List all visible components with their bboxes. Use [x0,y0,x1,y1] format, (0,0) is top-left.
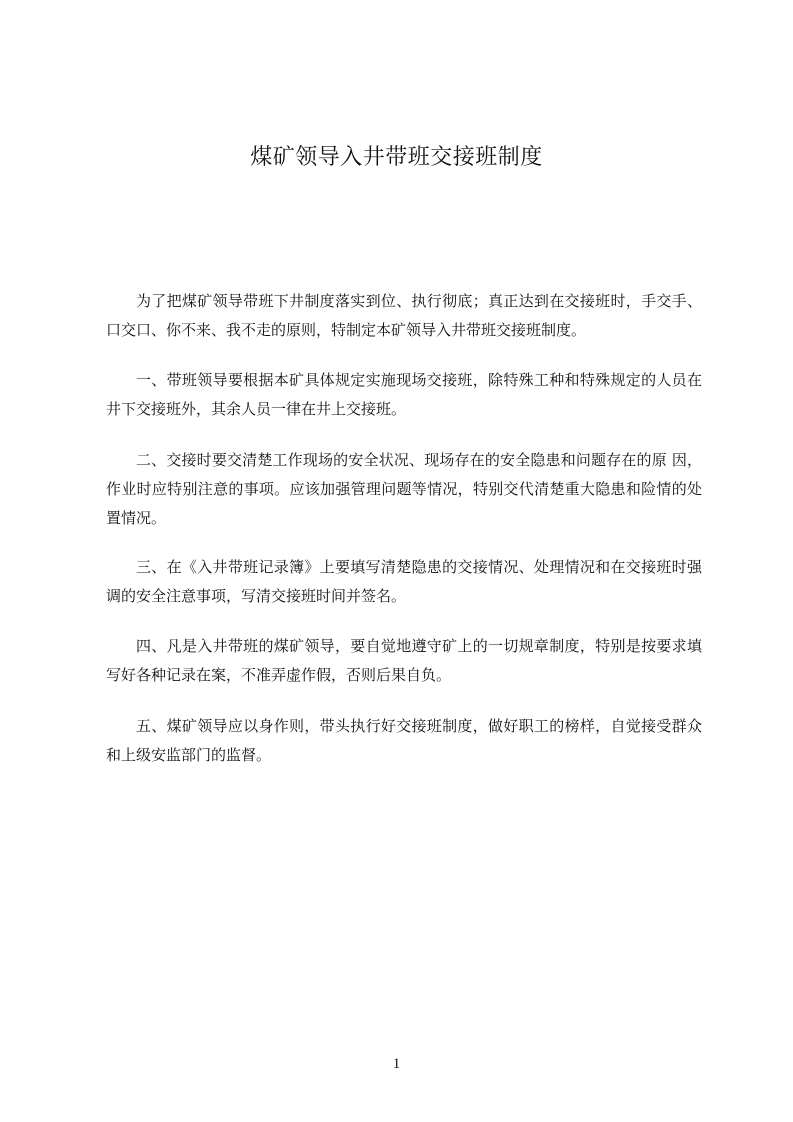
paragraph-item-5: 五、煤矿领导应以身作则，带头执行好交接班制度，做好职工的榜样，自觉接受群众和上级安监部门的监督。 [106,717,702,764]
paragraph-item-1: 一、带班领导要根据本矿具体规定实施现场交接班，除特殊工种和特殊规定的人员在井下交接班外，其余人员一律在井上交接班。 [106,371,702,418]
paragraph-intro: 为了把煤矿领导带班下井制度落实到位、执行彻底；真正达到在交接班时，手交手、口交口、你不来、我不走的原则，特制定本矿领导入井带班交接班制度。 [106,292,702,339]
page-number: 1 [392,1056,401,1072]
paragraph-item-2: 二、交接时要交清楚工作现场的安全状况、现场存在的安全隐患和问题存在的原 因，作业时应特别注意的事项。应该加强管理问题等情况，特别交代清楚重大隐患和险情的处置情况。 [106,451,702,527]
paragraph-item-4: 四、凡是入井带班的煤矿领导，要自觉地遵守矿上的一切规章制度，特别是按要求填写好各种记录在案，不准弄虚作假，否则后果自负。 [106,637,702,684]
paragraph-item-3: 三、在《入井带班记录簿》上要填写清楚隐患的交接情况、处理情况和在交接班时强调的安全注意事项，写清交接班时间并签名。 [106,558,702,605]
document-title: 煤矿领导入井带班交接班制度 [250,145,543,170]
